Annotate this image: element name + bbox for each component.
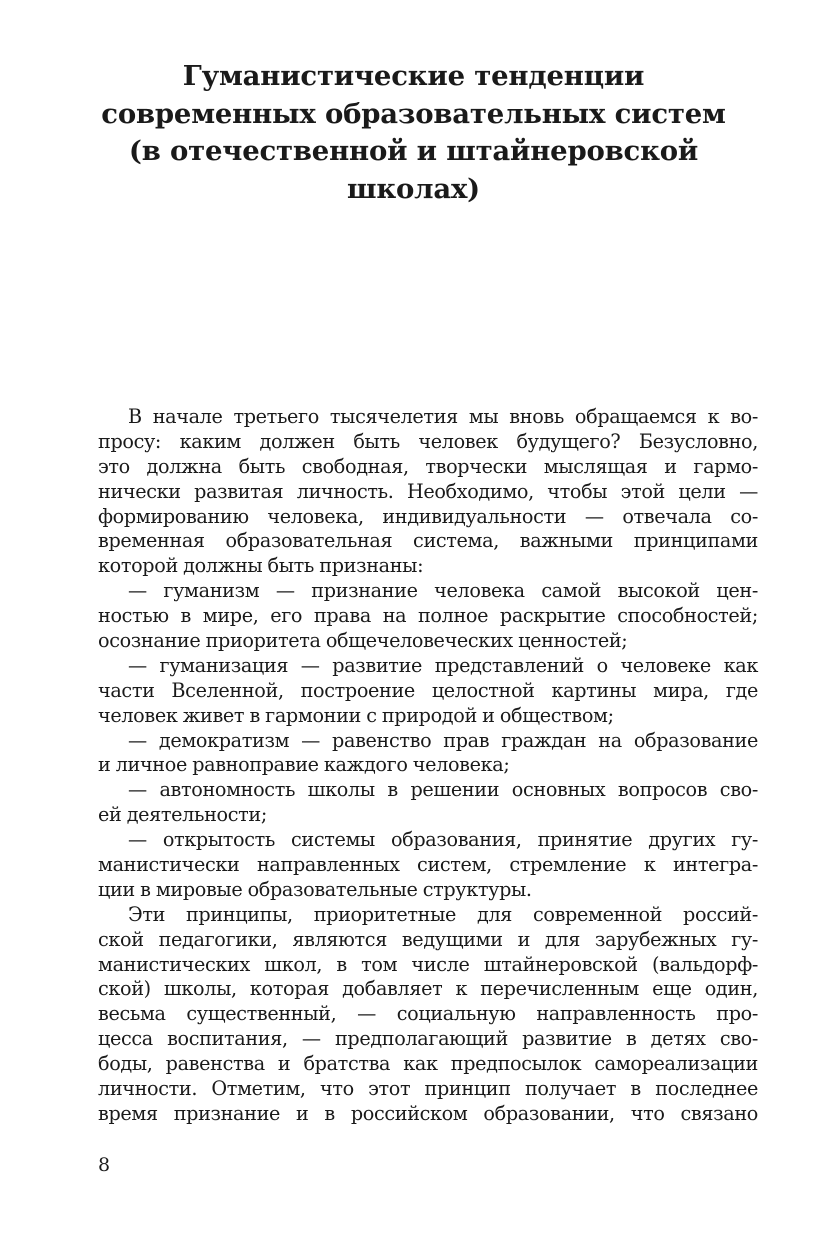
text-line: — открытость системы образования, принятие других гу- — [128, 828, 758, 852]
title-line: современных образовательных систем — [101, 97, 726, 130]
text-line: временная образовательная система, важными принципами — [98, 529, 758, 553]
text-line: формированию человека, индивидуальности — отвечала со- — [98, 504, 758, 528]
text-line: время признание и в российском образовании, что связано — [98, 1101, 758, 1125]
body-text — [98, 405, 758, 1127]
page-number: 8 — [98, 1154, 111, 1176]
text-line: — гуманизм — признание человека самой высокой цен- — [128, 579, 758, 603]
text-line: части Вселенной, построение целостной картины мира, где — [98, 678, 758, 702]
text-line: манистических школ, в том числе штайнеровской (вальдорф- — [98, 952, 758, 976]
text-line: которой должны быть признаны: — [98, 554, 424, 578]
text-line: ской педагогики, являются ведущими и для зарубежных гу- — [98, 927, 758, 951]
text-line: ей деятельности; — [98, 803, 267, 827]
text-line: весьма существенный, — социальную направленность про- — [98, 1002, 758, 1026]
title-line: Гуманистические тенденции — [182, 60, 645, 92]
text-line: нически развитая личность. Необходимо, чтобы этой цели — — [98, 479, 758, 503]
chapter-title — [60, 58, 767, 208]
text-line: — гуманизация — развитие представлений о человеке как — [128, 653, 758, 677]
text-line: ностью в мире, его права на полное раскрытие способностей; — [98, 604, 758, 628]
text-line: манистически направленных систем, стремление к интегра- — [98, 853, 758, 877]
text-line: Эти принципы, приоритетные для современной россий- — [128, 902, 758, 926]
text-line: ской) школы, которая добавляет к перечисленным еще один, — [98, 977, 758, 1001]
title-line: (в отечественной и штайнеровской — [128, 135, 699, 167]
text-line: боды, равенства и братства как предпосылок самореализации — [98, 1052, 758, 1076]
text-line: человек живет в гармонии с природой и обществом; — [98, 703, 614, 727]
text-line: В начале третьего тысячелетия мы вновь обращаемся к во- — [128, 405, 758, 428]
text-line: цесса воспитания, — предполагающий развитие в детях сво- — [98, 1027, 758, 1051]
text-line: — автономность школы в решении основных вопросов сво- — [128, 778, 758, 802]
text-line: осознание приоритета общечеловеческих ценностей; — [98, 629, 628, 653]
text-line: личности. Отметим, что этот принцип получает в последнее — [98, 1077, 758, 1101]
text-line: просу: каким должен быть человек будущего? Безусловно, — [98, 429, 758, 453]
text-line: — демократизм — равенство прав граждан на образование — [128, 728, 758, 752]
text-line: и личное равноправие каждого человека; — [98, 753, 510, 777]
title-line: школах) — [347, 172, 480, 205]
text-line: это должна быть свободная, творчески мыслящая и гармо- — [98, 454, 758, 478]
text-line: ции в мировые образовательные структуры. — [98, 877, 532, 901]
